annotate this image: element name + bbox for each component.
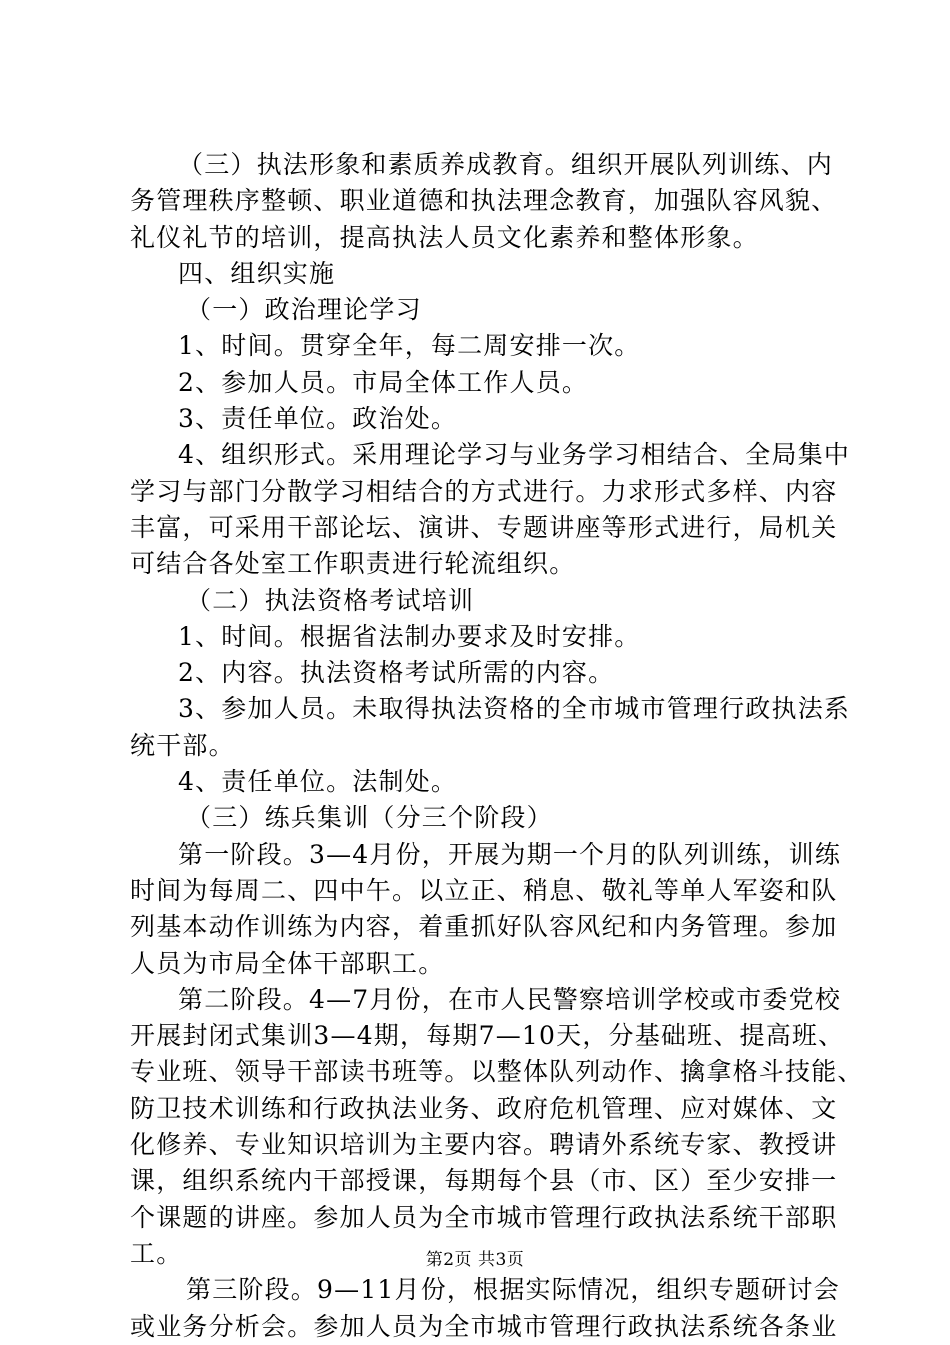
text-line: 人员为市局全体干部职工。 <box>130 948 445 978</box>
text-line: 可结合各处室工作职责进行轮流组织。 <box>130 549 576 579</box>
text-line: 第一阶段。3—4月份，开展为期一个月的队列训练，训练 <box>178 839 842 869</box>
text-line: 个课题的讲座。参加人员为全市城市管理行政执法系统干部职 <box>130 1202 838 1232</box>
text-line: （三）执法形象和素质养成教育。组织开展队列训练、内 <box>178 150 834 179</box>
text-line: 时间为每周二、四中午。以立正、稍息、敬礼等单人军姿和队 <box>130 875 838 905</box>
text-line: 工。 <box>130 1238 183 1268</box>
text-line: 2、内容。执法资格考试所需的内容。 <box>178 658 615 688</box>
text-line: 专业班、领导干部读书班等。以整体队列动作、擒拿格斗技能、 <box>130 1057 864 1087</box>
text-line: 学习与部门分散学习相结合的方式进行。力求形式多样、内容 <box>130 476 838 506</box>
text-line: 第二阶段。4—7月份，在市人民警察培训学校或市委党校 <box>178 984 842 1014</box>
document-body <box>130 147 864 1345</box>
page-number-footer: 第2页 共3页 <box>425 1250 525 1270</box>
text-line: 开展封闭式集训3—4期，每期7—10天，分基础班、提高班、 <box>130 1021 845 1051</box>
text-line: 3、责任单位。政治处。 <box>178 404 458 434</box>
text-line: 礼仪礼节的培训，提高执法人员文化素养和整体形象。 <box>130 222 759 252</box>
section-heading: 四、组织实施 <box>178 258 336 288</box>
text-line: 统干部。 <box>130 730 235 760</box>
text-line: 4、组织形式。采用理论学习与业务学习相结合、全局集中 <box>178 440 851 470</box>
text-line: 第三阶段。9—11月份，根据实际情况，组织专题研讨会 <box>186 1275 840 1305</box>
text-line: 务管理秩序整顿、职业道德和执法理念教育，加强队容风貌、 <box>130 186 838 216</box>
text-line: 3、参加人员。未取得执法资格的全市城市管理行政执法系 <box>178 694 851 724</box>
text-line: 丰富，可采用干部论坛、演讲、专题讲座等形式进行，局机关 <box>130 512 838 542</box>
text-line: 或业务分析会。参加人员为全市城市管理行政执法系统各条业 <box>130 1311 838 1341</box>
text-line: 化修养、专业知识培训为主要内容。聘请外系统专家、教授讲 <box>130 1130 838 1160</box>
text-line: 1、时间。贯穿全年，每二周安排一次。 <box>178 331 641 361</box>
subsection-heading: （二）执法资格考试培训 <box>186 585 475 615</box>
text-line: 课，组织系统内干部授课，每期每个县（市、区）至少安排一 <box>130 1166 838 1196</box>
subsection-heading: （一）政治理论学习 <box>186 295 422 325</box>
text-line: 4、责任单位。法制处。 <box>178 767 458 797</box>
text-line: 1、时间。根据省法制办要求及时安排。 <box>178 621 641 651</box>
text-line: 2、参加人员。市局全体工作人员。 <box>178 367 589 397</box>
text-line: 防卫技术训练和行政执法业务、政府危机管理、应对媒体、文 <box>130 1093 838 1123</box>
text-line: 列基本动作训练为内容，着重抓好队容风纪和内务管理。参加 <box>130 912 838 942</box>
subsection-heading: （三）练兵集训（分三个阶段） <box>186 803 553 833</box>
